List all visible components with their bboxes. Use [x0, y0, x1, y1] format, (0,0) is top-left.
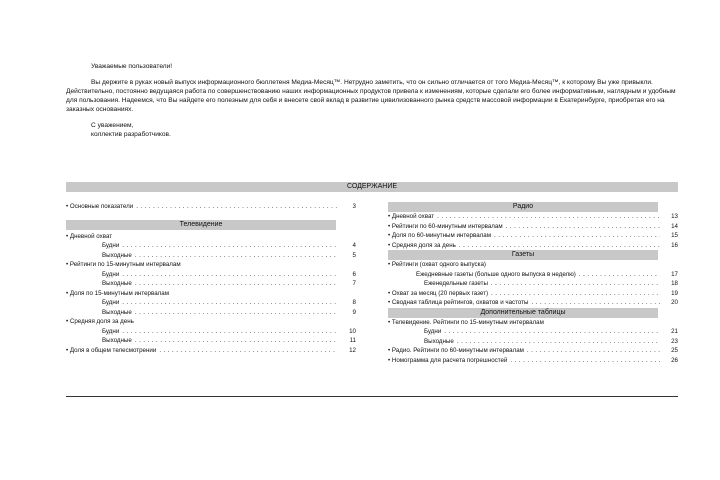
toc-right-column: [388, 202, 678, 365]
closing: С уважением,: [91, 122, 134, 129]
toc-entry[interactable]: • Номограмма для расчета погрешностей . . . 26: [388, 356, 678, 366]
toc-entry[interactable]: • Рейтинги по 60-минутным интервалам . . . 14: [388, 222, 678, 232]
toc-entry[interactable]: Будни . . . 8: [66, 298, 356, 308]
toc-group-label: • Рейтинги (охват одного выпуска): [388, 261, 486, 268]
greeting: Уважаемые пользователи!: [91, 63, 173, 70]
toc-entry[interactable]: • Доля в общем телесмотрении . . . 12: [66, 346, 356, 356]
section-header-extra-tables: Дополнительные таблицы: [388, 308, 658, 318]
toc-entry[interactable]: Ежедневные газеты (больше одного выпуска в неделю) . . . 17: [388, 270, 678, 280]
toc-group-label: • Дневной охват: [66, 232, 113, 240]
toc-entry[interactable]: • Средняя доля за день . . . 16: [388, 241, 678, 251]
toc-entry[interactable]: Выходные . . . 9: [66, 308, 356, 318]
toc-left-column: [66, 202, 356, 355]
toc-entry[interactable]: Будни . . . 4: [66, 241, 356, 251]
intro-paragraph: Вы держите в руках новый выпуск информационного бюллетеня Медиа-Месяц™. Нетрудно заметить, что он сильно отличается от того Медиа-Месяц™, к которому Вы уже привыкли. Действительно, постоянно ведущаяся работа по совершенствованию наших информационных продуктов привела к изменениям, которые сделали его более информативным, наглядным и удобным для пользования. Надеемся, что Вы найдете его полезным для себя и внесете свой вклад в развитие цивилизованного рынка средств массовой информации в Екатеринбурге, приобретая его на заказных основаниях.: [66, 79, 676, 113]
toc-entry[interactable]: • Охват за месяц (20 первых газет) . . . 19: [388, 289, 678, 299]
toc-group-label: • Средняя доля за день: [66, 318, 134, 325]
toc-entry[interactable]: Будни . . . 6: [66, 270, 356, 280]
signature: коллектив разработчиков.: [91, 131, 171, 138]
toc-group-label: • Доля по 15-минутным интервалам: [66, 289, 169, 297]
toc-entry[interactable]: • Радио. Рейтинги по 60-минутным интервалам . . . 25: [388, 346, 678, 356]
toc-entry[interactable]: • Дневной охват . . . 13: [388, 212, 678, 222]
toc-entry[interactable]: Будни . . . 10: [66, 327, 356, 337]
section-header-tv: Телевидение: [66, 220, 336, 230]
section-header-radio: Радио: [388, 202, 658, 212]
toc-entry[interactable]: Выходные . . . 5: [66, 251, 356, 261]
section-header-newspapers: Газеты: [388, 250, 658, 260]
toc-entry[interactable]: Еженедельные газеты . . . 18: [388, 279, 678, 289]
toc-group-label: • Рейтинги по 15-минутным интервалам: [66, 261, 181, 268]
toc-entry[interactable]: Выходные . . . 23: [388, 337, 678, 347]
toc-entry[interactable]: • Сводная таблица рейтингов, охватов и частоты . . . 20: [388, 298, 678, 308]
toc-entry[interactable]: • Основные показатели . . . 3: [66, 202, 356, 212]
toc-entry[interactable]: Выходные . . . 11: [66, 336, 356, 346]
intro-block: [66, 62, 678, 139]
toc-entry[interactable]: Выходные . . . 7: [66, 279, 356, 289]
bottom-divider: [66, 396, 678, 397]
toc-entry[interactable]: • Доля по 60-минутным интервалам . . . 15: [388, 231, 678, 241]
toc-group-label: • Телевидение. Рейтинги по 15-минутным интервалам: [388, 318, 544, 326]
toc-title: СОДЕРЖАНИЕ: [66, 182, 678, 192]
toc-entry[interactable]: Будни . . . 21: [388, 327, 678, 337]
